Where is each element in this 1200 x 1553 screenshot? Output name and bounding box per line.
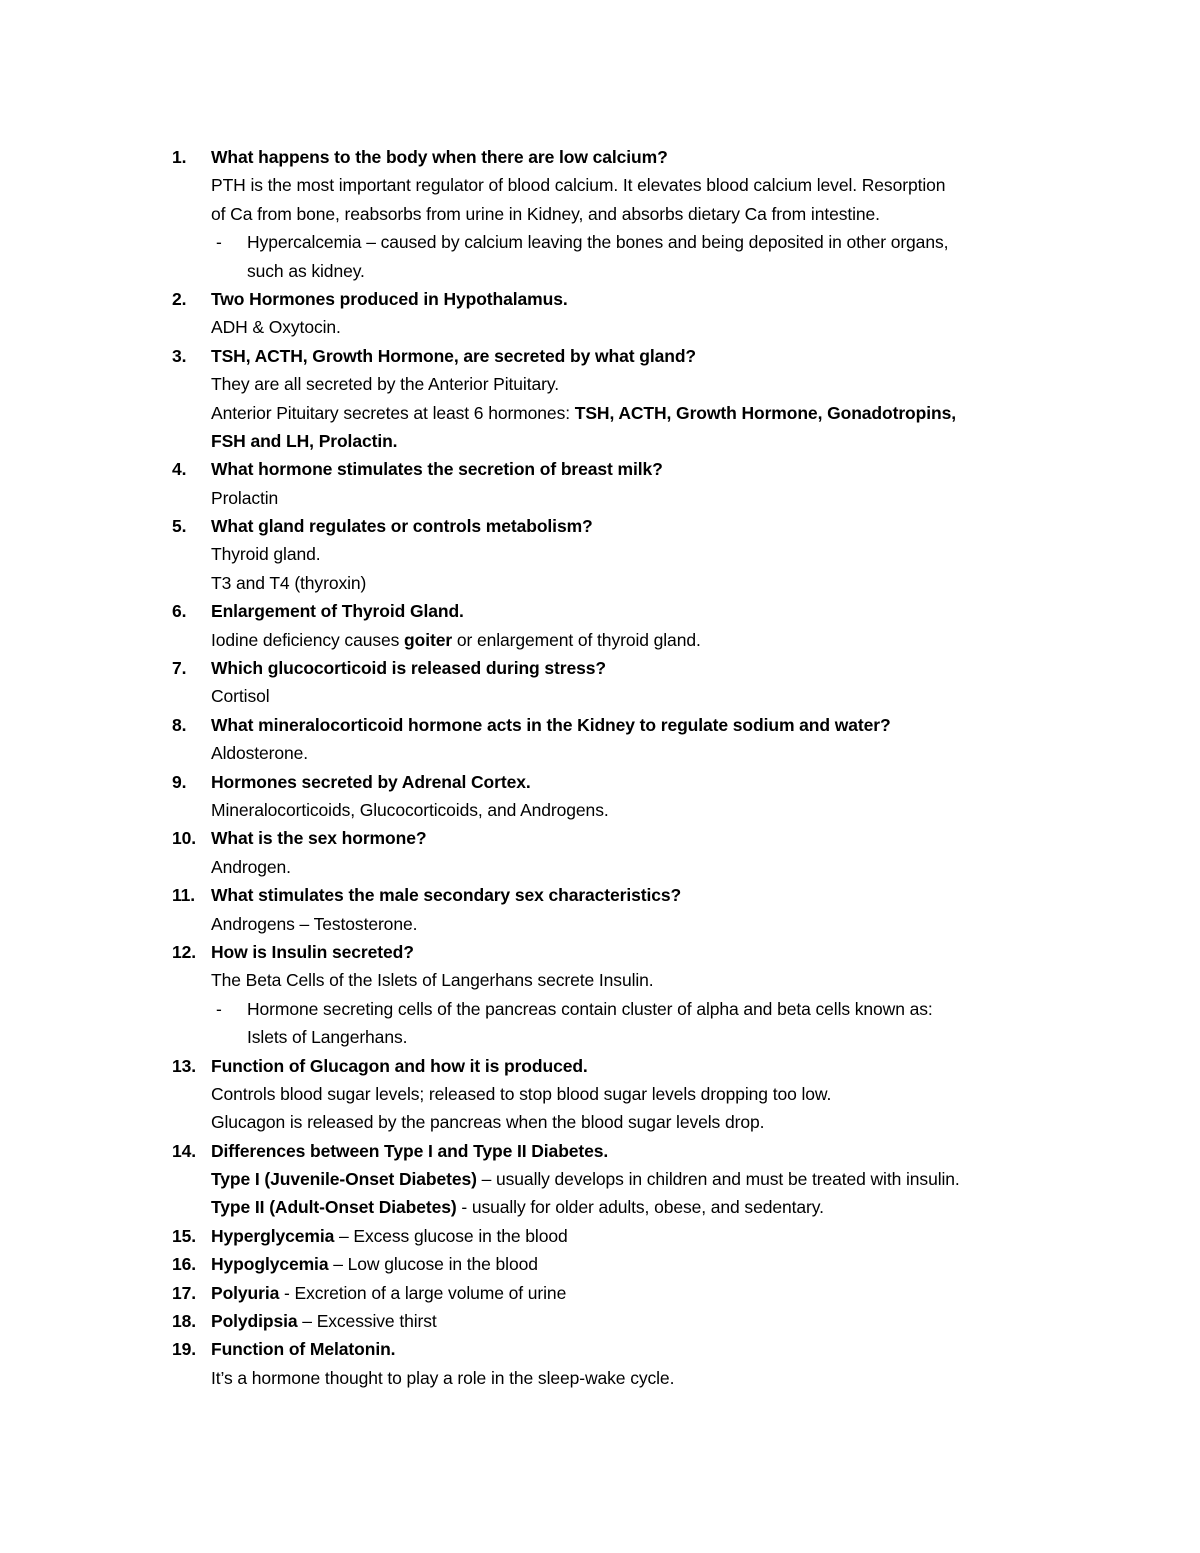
term: Hypoglycemia [211, 1254, 329, 1275]
question-text: Function of Melatonin. [211, 1339, 396, 1360]
answer-line [0, 796, 1200, 824]
definition: – Excessive thirst [297, 1311, 437, 1332]
question-text: What gland regulates or controls metabolism? [211, 516, 593, 537]
definition: - Excretion of a large volume of urine [279, 1282, 567, 1303]
answer-line [0, 853, 1200, 881]
item-number: 2. [172, 288, 187, 309]
question-text: How is Insulin secreted? [211, 941, 414, 962]
answer-bold: TSH, ACTH, Growth Hormone, Gonadotropins, [574, 402, 956, 423]
item-number: 6. [172, 601, 187, 622]
answer-line [0, 399, 1200, 427]
answer-text: Controls blood sugar levels; released to stop blood sugar levels dropping too low. [211, 1083, 832, 1104]
answer-text: The Beta Cells of the Islets of Langerhans secrete Insulin. [211, 970, 654, 991]
definition-text [211, 1279, 566, 1307]
answer-line [0, 370, 1200, 398]
answer-line [0, 910, 1200, 938]
definition-line [0, 1222, 1200, 1250]
item-number: 15. [172, 1225, 197, 1246]
question-line [0, 1052, 1200, 1080]
question-line [0, 881, 1200, 909]
answer-text: They are all secreted by the Anterior Pituitary. [211, 374, 559, 395]
answer-text: Glucagon is released by the pancreas when the blood sugar levels drop. [211, 1112, 765, 1133]
question-line [0, 938, 1200, 966]
answer-line [0, 171, 1200, 199]
item-number: 4. [172, 459, 187, 480]
answer-line [0, 682, 1200, 710]
question-line [0, 654, 1200, 682]
answer-line [0, 1108, 1200, 1136]
item-number: 10. [172, 828, 197, 849]
question-text: Which glucocorticoid is released during stress? [211, 658, 606, 679]
qa-list [0, 143, 1200, 1392]
bullet-text: Hypercalcemia – caused by calcium leaving the bones and being deposited in other organs, [247, 232, 949, 253]
item-number: 16. [172, 1254, 197, 1275]
item-number: 9. [172, 771, 187, 792]
answer-text: Androgen. [211, 856, 291, 877]
answer-rest: – usually develops in children and must be treated with insulin. [476, 1169, 960, 1190]
definition: – Excess glucose in the blood [334, 1225, 568, 1246]
definition: – Low glucose in the blood [328, 1254, 538, 1275]
definition-line [0, 1307, 1200, 1335]
answer-text: of Ca from bone, reabsorbs from urine in Kidney, and absorbs dietary Ca from intestine. [211, 203, 880, 224]
item-number: 19. [172, 1339, 197, 1360]
answer-line [0, 966, 1200, 994]
answer-line [0, 540, 1200, 568]
answer-text: PTH is the most important regulator of blood calcium. It elevates blood calcium level. Resorption [211, 175, 946, 196]
answer-line [0, 427, 1200, 455]
item-number: 7. [172, 658, 187, 679]
answer-text: It’s a hormone thought to play a role in the sleep-wake cycle. [211, 1367, 675, 1388]
item-number: 1. [172, 147, 187, 167]
answer-prefix: Anterior Pituitary secretes at least 6 hormones: [211, 402, 575, 423]
answer-line [0, 200, 1200, 228]
bullet-line [0, 228, 1200, 256]
answer-line [0, 739, 1200, 767]
question-text: Hormones secreted by Adrenal Cortex. [211, 771, 531, 792]
item-number: 5. [172, 516, 187, 537]
question-line [0, 285, 1200, 313]
answer-text: Cortisol [211, 686, 270, 707]
answer-text: Prolactin [211, 487, 279, 508]
item-number: 8. [172, 714, 187, 735]
bullet-text: such as kidney. [247, 260, 365, 281]
question-text: TSH, ACTH, Growth Hormone, are secreted by what gland? [211, 345, 696, 366]
item-number: 11. [172, 885, 196, 906]
answer-rest: - usually for older adults, obese, and sedentary. [456, 1197, 824, 1218]
item-number: 17. [172, 1282, 197, 1303]
question-text: What is the sex hormone? [211, 828, 427, 849]
definition-text [211, 1307, 437, 1335]
question-text: What happens to the body when there are low calcium? [211, 147, 668, 167]
answer-line [0, 626, 1200, 654]
item-number: 18. [172, 1311, 197, 1332]
answer-text: Thyroid gland. [211, 544, 321, 565]
question-text: What hormone stimulates the secretion of breast milk? [211, 459, 663, 480]
question-text: Two Hormones produced in Hypothalamus. [211, 288, 568, 309]
answer-line [0, 313, 1200, 341]
question-text: What mineralocorticoid hormone acts in the Kidney to regulate sodium and water? [211, 714, 891, 735]
answer-line [0, 1193, 1200, 1221]
answer-bold: Type II (Adult-Onset Diabetes) [211, 1197, 457, 1218]
bullet-dash: - [216, 998, 222, 1019]
bullet-text: Islets of Langerhans. [247, 1027, 408, 1048]
answer-prefix: Iodine deficiency causes [211, 629, 405, 650]
item-number: 14. [172, 1140, 197, 1161]
definition-text [211, 1250, 538, 1278]
answer-line [0, 484, 1200, 512]
answer-bold: goiter [404, 629, 453, 650]
question-line [0, 1137, 1200, 1165]
question-line [0, 455, 1200, 483]
answer-text [211, 626, 701, 654]
question-line [0, 1335, 1200, 1363]
term: Hyperglycemia [211, 1225, 335, 1246]
answer-suffix: or enlargement of thyroid gland. [452, 629, 701, 650]
question-line [0, 824, 1200, 852]
definition-line [0, 1279, 1200, 1307]
answer-text [211, 1165, 960, 1193]
answer-text [211, 399, 956, 427]
definition-line [0, 1250, 1200, 1278]
item-number: 13. [172, 1055, 197, 1076]
answer-line [0, 1165, 1200, 1193]
bullet-line [0, 995, 1200, 1023]
answer-line [0, 1080, 1200, 1108]
question-line [0, 512, 1200, 540]
answer-text: ADH & Oxytocin. [211, 317, 341, 338]
answer-text: Aldosterone. [211, 743, 309, 764]
answer-line [0, 569, 1200, 597]
question-text: Function of Glucagon and how it is produced. [211, 1055, 588, 1076]
question-line [0, 143, 1200, 171]
term: Polydipsia [211, 1311, 298, 1332]
bullet-text: Hormone secreting cells of the pancreas contain cluster of alpha and beta cells known as: [247, 998, 933, 1019]
item-number: 3. [172, 345, 187, 366]
question-text: Differences between Type I and Type II Diabetes. [211, 1140, 609, 1161]
bullet-line [0, 1023, 1200, 1051]
answer-text: Androgens – Testosterone. [211, 913, 418, 934]
question-line [0, 711, 1200, 739]
bullet-dash: - [216, 232, 222, 253]
question-text: Enlargement of Thyroid Gland. [211, 601, 464, 622]
term: Polyuria [211, 1282, 280, 1303]
answer-text: Mineralocorticoids, Glucocorticoids, and Androgens. [211, 799, 609, 820]
answer-bold: Type I (Juvenile-Onset Diabetes) [211, 1169, 477, 1190]
answer-text [211, 1193, 824, 1221]
question-line [0, 768, 1200, 796]
definition-text [211, 1222, 568, 1250]
answer-text: T3 and T4 (thyroxin) [211, 572, 367, 593]
answer-line [0, 1364, 1200, 1392]
answer-bold: FSH and LH, Prolactin. [211, 430, 398, 451]
question-line [0, 342, 1200, 370]
item-number: 12. [172, 941, 197, 962]
question-text: What stimulates the male secondary sex characteristics? [211, 885, 682, 906]
question-line [0, 597, 1200, 625]
bullet-line [0, 257, 1200, 285]
